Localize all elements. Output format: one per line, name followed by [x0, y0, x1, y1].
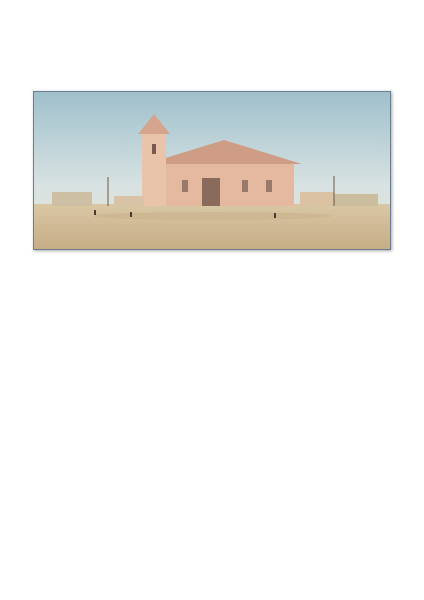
church-illustration — [34, 92, 390, 249]
church-photograph — [33, 91, 391, 250]
